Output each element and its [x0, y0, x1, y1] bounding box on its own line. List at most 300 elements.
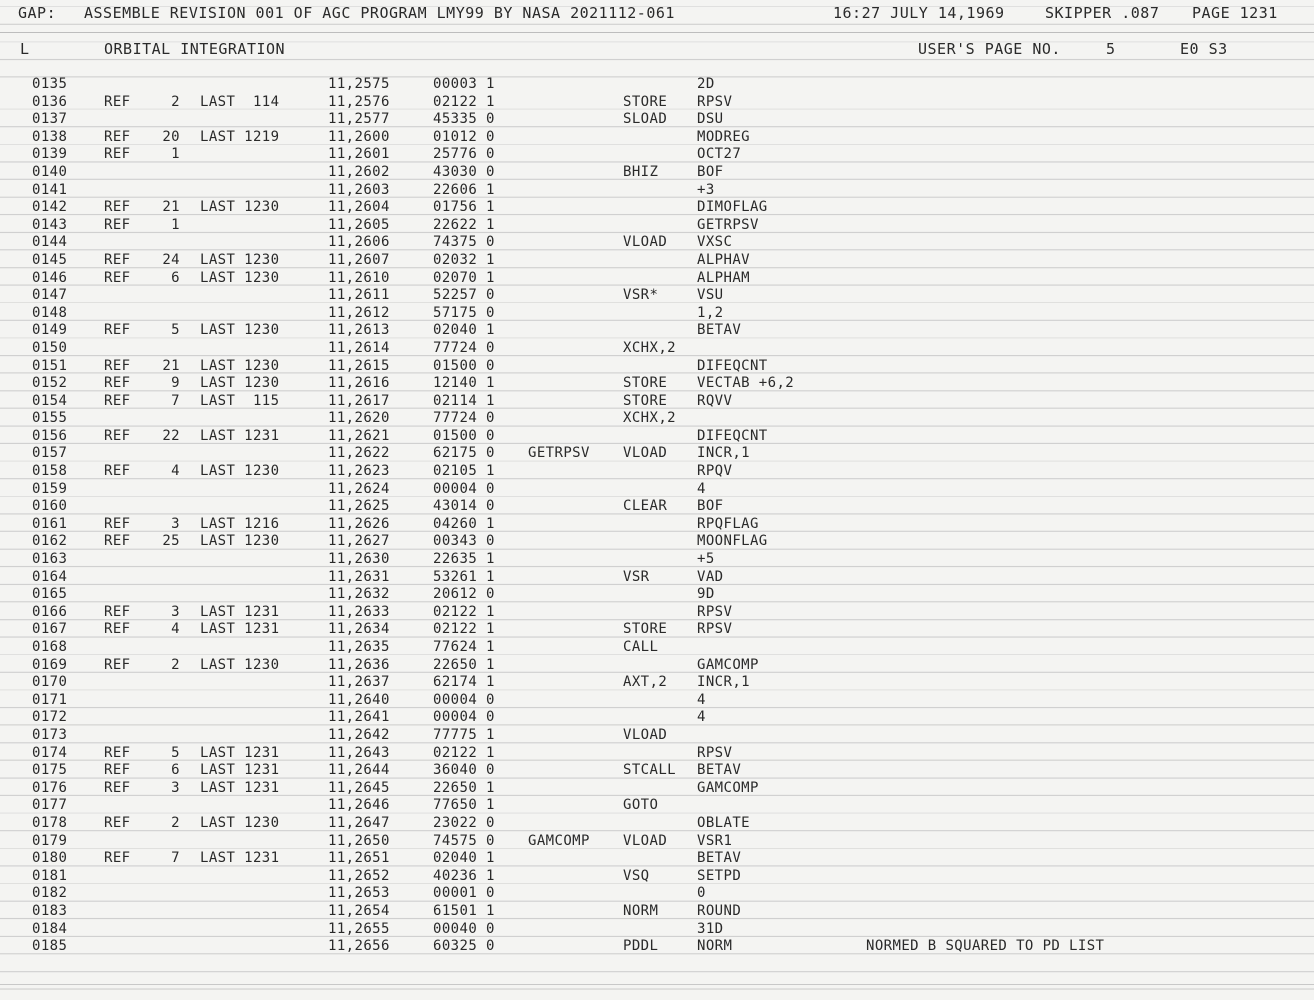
listing-row: [0, 76, 1314, 94]
address: 11,2636: [328, 656, 390, 673]
listing-row: [0, 692, 1314, 710]
address: 11,2646: [328, 797, 390, 814]
address: 11,2637: [328, 674, 390, 691]
line-number: 0163: [32, 551, 68, 568]
line-number: 0180: [32, 850, 68, 867]
opcode: STORE: [623, 375, 668, 392]
last-ref: LAST 1230: [200, 463, 280, 480]
last-ref: LAST 1219: [200, 128, 280, 145]
ref-count: 24: [162, 251, 180, 268]
line-number: 0137: [32, 111, 68, 128]
line-number: 0149: [32, 322, 68, 339]
octal-word: 22635 1: [433, 551, 495, 568]
operand: INCR,1: [697, 445, 750, 462]
ref-marker: REF: [104, 603, 131, 620]
address: 11,2631: [328, 568, 390, 585]
line-number: 0184: [32, 920, 68, 937]
operand: OBLATE: [697, 814, 750, 831]
listing-row: [0, 674, 1314, 692]
address: 11,2617: [328, 392, 390, 409]
opcode: STORE: [623, 93, 668, 110]
address: 11,2642: [328, 726, 390, 743]
listing-row: [0, 903, 1314, 921]
octal-word: 22650 1: [433, 779, 495, 796]
octal-word: 02105 1: [433, 463, 495, 480]
line-number: 0167: [32, 621, 68, 638]
listing-row: [0, 428, 1314, 446]
opcode: STORE: [623, 621, 668, 638]
opcode: VLOAD: [623, 832, 668, 849]
operand: RPSV: [697, 744, 733, 761]
ref-count: 4: [171, 463, 180, 480]
address: 11,2605: [328, 216, 390, 233]
operand: BETAV: [697, 762, 742, 779]
octal-word: 00004 0: [433, 691, 495, 708]
address: 11,2630: [328, 551, 390, 568]
listing-row: [0, 199, 1314, 217]
ref-marker: REF: [104, 375, 131, 392]
operand: +5: [697, 551, 715, 568]
octal-word: 02040 1: [433, 322, 495, 339]
ref-marker: REF: [104, 850, 131, 867]
octal-word: 02122 1: [433, 93, 495, 110]
last-ref: LAST 1231: [200, 762, 280, 779]
last-ref: LAST 1231: [200, 850, 280, 867]
line-number: 0135: [32, 76, 68, 92]
opcode: STORE: [623, 392, 668, 409]
operand: BETAV: [697, 850, 742, 867]
line-number: 0154: [32, 392, 68, 409]
listing-row: [0, 709, 1314, 727]
line-number: 0147: [32, 287, 68, 304]
ref-marker: REF: [104, 128, 131, 145]
opcode: CLEAR: [623, 498, 668, 515]
listing-row: [0, 234, 1314, 252]
operand: ALPHAV: [697, 251, 750, 268]
operand: RQVV: [697, 392, 733, 409]
octal-word: 02114 1: [433, 392, 495, 409]
listing-row: [0, 111, 1314, 129]
line-number: 0148: [32, 304, 68, 321]
operand: OCT27: [697, 146, 742, 163]
ref-count: 9: [171, 375, 180, 392]
octal-word: 20612 0: [433, 586, 495, 603]
page-header: [18, 4, 1294, 26]
listing-row: [0, 833, 1314, 851]
octal-word: 00004 0: [433, 709, 495, 726]
user-page-label: USER'S PAGE NO.: [918, 40, 1061, 58]
comment: NORMED B SQUARED TO PD LIST: [866, 938, 1105, 955]
ref-marker: REF: [104, 392, 131, 409]
address: 11,2650: [328, 832, 390, 849]
last-ref: LAST 1230: [200, 199, 280, 216]
line-number: 0174: [32, 744, 68, 761]
ref-count: 1: [171, 146, 180, 163]
label: GETRPSV: [528, 445, 590, 462]
last-ref: LAST 1230: [200, 251, 280, 268]
address: 11,2621: [328, 427, 390, 444]
octal-word: 01756 1: [433, 199, 495, 216]
ref-marker: REF: [104, 762, 131, 779]
octal-word: 12140 1: [433, 375, 495, 392]
octal-word: 01500 0: [433, 427, 495, 444]
operand: BOF: [697, 163, 724, 180]
line-number: 0143: [32, 216, 68, 233]
last-ref: LAST 115: [200, 392, 280, 409]
address: 11,2632: [328, 586, 390, 603]
ref-count: 20: [162, 128, 180, 145]
address: 11,2576: [328, 93, 390, 110]
line-number: 0136: [32, 93, 68, 110]
operand: GAMCOMP: [697, 779, 759, 796]
listing-row: [0, 340, 1314, 358]
listing-row: [0, 481, 1314, 499]
listing-row: [0, 657, 1314, 675]
listing-row: [0, 94, 1314, 112]
listing-row: [0, 745, 1314, 763]
line-number: 0162: [32, 533, 68, 550]
operand: RPQV: [697, 463, 733, 480]
ref-count: 21: [162, 357, 180, 374]
ref-count: 2: [171, 656, 180, 673]
last-ref: LAST 1231: [200, 427, 280, 444]
last-ref: LAST 1230: [200, 533, 280, 550]
line-number: 0178: [32, 814, 68, 831]
address: 11,2612: [328, 304, 390, 321]
octal-word: 02122 1: [433, 603, 495, 620]
ref-count: 6: [171, 269, 180, 286]
operand: VXSC: [697, 234, 733, 251]
ref-count: 6: [171, 762, 180, 779]
last-ref: LAST 1230: [200, 322, 280, 339]
address: 11,2602: [328, 163, 390, 180]
operand: DSU: [697, 111, 724, 128]
address: 11,2577: [328, 111, 390, 128]
line-number: 0157: [32, 445, 68, 462]
section-title: ORBITAL INTEGRATION: [104, 40, 286, 58]
line-number: 0176: [32, 779, 68, 796]
listing-row: [0, 270, 1314, 288]
ref-marker: REF: [104, 322, 131, 339]
line-number: 0139: [32, 146, 68, 163]
listing-row: [0, 375, 1314, 393]
address: 11,2643: [328, 744, 390, 761]
address: 11,2653: [328, 885, 390, 902]
last-ref: LAST 114: [200, 93, 280, 110]
line-number: 0138: [32, 128, 68, 145]
octal-word: 36040 0: [433, 762, 495, 779]
ref-count: 3: [171, 779, 180, 796]
operand: 4: [697, 480, 706, 497]
listing-row: [0, 498, 1314, 516]
octal-word: 77624 1: [433, 639, 495, 655]
octal-word: 57175 0: [433, 304, 495, 321]
listing-row: [0, 182, 1314, 200]
operand: SETPD: [697, 867, 742, 884]
ref-marker: REF: [104, 216, 131, 233]
ref-marker: REF: [104, 656, 131, 673]
operand: VAD: [697, 568, 724, 585]
operand: 9D: [697, 586, 715, 603]
line-number: 0165: [32, 586, 68, 603]
octal-word: 60325 0: [433, 938, 495, 955]
address: 11,2633: [328, 603, 390, 620]
section-header: [18, 40, 1294, 60]
octal-word: 02070 1: [433, 269, 495, 286]
address: 11,2601: [328, 146, 390, 163]
listing-row: [0, 780, 1314, 798]
operand: MODREG: [697, 128, 750, 145]
listing-row: [0, 639, 1314, 657]
ref-marker: REF: [104, 269, 131, 286]
opcode: PDDL: [623, 938, 659, 955]
ref-marker: REF: [104, 93, 131, 110]
last-ref: LAST 1230: [200, 269, 280, 286]
header-page: PAGE 1231: [1192, 4, 1278, 22]
operand: 1,2: [697, 304, 724, 321]
last-ref: LAST 1231: [200, 744, 280, 761]
octal-word: 22650 1: [433, 656, 495, 673]
listing-row: [0, 252, 1314, 270]
octal-word: 77650 1: [433, 797, 495, 814]
line-number: 0158: [32, 463, 68, 480]
last-ref: LAST 1230: [200, 656, 280, 673]
line-number: 0152: [32, 375, 68, 392]
ref-marker: REF: [104, 146, 131, 163]
octal-word: 74375 0: [433, 234, 495, 251]
operand: DIMOFLAG: [697, 199, 768, 216]
address: 11,2606: [328, 234, 390, 251]
ref-marker: REF: [104, 779, 131, 796]
opcode: BHIZ: [623, 163, 659, 180]
address: 11,2620: [328, 410, 390, 427]
line-number: 0173: [32, 726, 68, 743]
address: 11,2604: [328, 199, 390, 216]
line-number: 0166: [32, 603, 68, 620]
address: 11,2616: [328, 375, 390, 392]
ref-marker: REF: [104, 814, 131, 831]
listing-row: [0, 393, 1314, 411]
address: 11,2611: [328, 287, 390, 304]
address: 11,2635: [328, 639, 390, 655]
listing-row: [0, 586, 1314, 604]
line-number: 0177: [32, 797, 68, 814]
ref-marker: REF: [104, 463, 131, 480]
listing-row: [0, 885, 1314, 903]
listing-row: [0, 569, 1314, 587]
header-datetime: 16:27 JULY 14,1969: [833, 4, 1005, 22]
operand: NORM: [697, 938, 733, 955]
listing-row: [0, 217, 1314, 235]
ref-count: 21: [162, 199, 180, 216]
line-number: 0145: [32, 251, 68, 268]
listing-row: [0, 815, 1314, 833]
line-number: 0146: [32, 269, 68, 286]
opcode: VSQ: [623, 867, 650, 884]
octal-word: 45335 0: [433, 111, 495, 128]
address: 11,2607: [328, 251, 390, 268]
opcode: VLOAD: [623, 445, 668, 462]
listing-row: [0, 727, 1314, 745]
address: 11,2634: [328, 621, 390, 638]
octal-word: 00001 0: [433, 885, 495, 902]
octal-word: 00003 1: [433, 76, 495, 92]
octal-word: 53261 1: [433, 568, 495, 585]
octal-word: 77775 1: [433, 726, 495, 743]
octal-word: 62174 1: [433, 674, 495, 691]
octal-word: 23022 0: [433, 814, 495, 831]
octal-word: 52257 0: [433, 287, 495, 304]
line-number: 0164: [32, 568, 68, 585]
opcode: AXT,2: [623, 674, 668, 691]
opcode: GOTO: [623, 797, 659, 814]
operand: GETRPSV: [697, 216, 759, 233]
operand: ROUND: [697, 902, 742, 919]
ref-marker: REF: [104, 199, 131, 216]
address: 11,2626: [328, 515, 390, 532]
line-number: 0170: [32, 674, 68, 691]
octal-word: 22606 1: [433, 181, 495, 198]
octal-word: 61501 1: [433, 902, 495, 919]
ref-count: 7: [171, 392, 180, 409]
ref-marker: REF: [104, 515, 131, 532]
last-ref: LAST 1231: [200, 621, 280, 638]
opcode: XCHX,2: [623, 410, 676, 427]
address: 11,2654: [328, 902, 390, 919]
octal-word: 77724 0: [433, 410, 495, 427]
line-number: 0183: [32, 902, 68, 919]
address: 11,2655: [328, 920, 390, 937]
last-ref: LAST 1230: [200, 814, 280, 831]
listing-row: [0, 921, 1314, 939]
listing-row: [0, 762, 1314, 780]
operand: BETAV: [697, 322, 742, 339]
operand: DIFEQCNT: [697, 427, 768, 444]
listing-row: [0, 322, 1314, 340]
listing-row: [0, 868, 1314, 886]
header-skipper: SKIPPER .087: [1045, 4, 1160, 22]
ref-count: 5: [171, 322, 180, 339]
octal-word: 02040 1: [433, 850, 495, 867]
octal-word: 22622 1: [433, 216, 495, 233]
ref-count: 2: [171, 93, 180, 110]
opcode: VLOAD: [623, 234, 668, 251]
operand: VSU: [697, 287, 724, 304]
line-number: 0169: [32, 656, 68, 673]
octal-word: 74575 0: [433, 832, 495, 849]
opcode: CALL: [623, 639, 659, 655]
ref-marker: REF: [104, 621, 131, 638]
address: 11,2575: [328, 76, 390, 92]
last-ref: LAST 1231: [200, 779, 280, 796]
operand: VSR1: [697, 832, 733, 849]
line-number: 0175: [32, 762, 68, 779]
listing-row: [0, 287, 1314, 305]
listing-row: [0, 463, 1314, 481]
address: 11,2627: [328, 533, 390, 550]
listing-row: [0, 146, 1314, 164]
address: 11,2645: [328, 779, 390, 796]
address: 11,2641: [328, 709, 390, 726]
line-number: 0179: [32, 832, 68, 849]
octal-word: 40236 1: [433, 867, 495, 884]
line-number: 0156: [32, 427, 68, 444]
opcode: XCHX,2: [623, 339, 676, 356]
listing-row: [0, 445, 1314, 463]
header-gap: GAP:: [18, 4, 57, 22]
operand: MOONFLAG: [697, 533, 768, 550]
header-divider: [0, 32, 1314, 33]
address: 11,2651: [328, 850, 390, 867]
octal-word: 01500 0: [433, 357, 495, 374]
ref-count: 5: [171, 744, 180, 761]
octal-word: 00343 0: [433, 533, 495, 550]
line-number: 0140: [32, 163, 68, 180]
line-number: 0144: [32, 234, 68, 251]
ref-count: 22: [162, 427, 180, 444]
line-number: 0185: [32, 938, 68, 955]
label: GAMCOMP: [528, 832, 590, 849]
address: 11,2625: [328, 498, 390, 515]
address: 11,2640: [328, 691, 390, 708]
operand: 4: [697, 691, 706, 708]
line-number: 0159: [32, 480, 68, 497]
address: 11,2600: [328, 128, 390, 145]
section-flag: L: [20, 40, 30, 58]
operand: VECTAB +6,2: [697, 375, 795, 392]
user-page-number: 5: [1106, 40, 1116, 58]
operand: 0: [697, 885, 706, 902]
opcode: VSR*: [623, 287, 659, 304]
operand: RPQFLAG: [697, 515, 759, 532]
listing-row: [0, 551, 1314, 569]
operand: 31D: [697, 920, 724, 937]
listing-row: [0, 604, 1314, 622]
octal-word: 43030 0: [433, 163, 495, 180]
address: 11,2644: [328, 762, 390, 779]
operand: GAMCOMP: [697, 656, 759, 673]
line-number: 0150: [32, 339, 68, 356]
line-number: 0160: [32, 498, 68, 515]
address: 11,2647: [328, 814, 390, 831]
address: 11,2622: [328, 445, 390, 462]
line-number: 0172: [32, 709, 68, 726]
address: 11,2615: [328, 357, 390, 374]
listing-row: [0, 938, 1314, 956]
ref-count: 3: [171, 515, 180, 532]
ref-count: 3: [171, 603, 180, 620]
listing-row: [0, 621, 1314, 639]
ref-marker: REF: [104, 427, 131, 444]
octal-word: 77724 0: [433, 339, 495, 356]
operand: +3: [697, 181, 715, 198]
octal-word: 02122 1: [433, 621, 495, 638]
last-ref: LAST 1230: [200, 375, 280, 392]
listing-row: [0, 129, 1314, 147]
listing-row: [0, 797, 1314, 815]
octal-word: 00040 0: [433, 920, 495, 937]
ref-count: 7: [171, 850, 180, 867]
address: 11,2656: [328, 938, 390, 955]
line-number: 0168: [32, 639, 68, 655]
ref-count: 1: [171, 216, 180, 233]
bottom-divider: [0, 984, 1314, 985]
line-number: 0181: [32, 867, 68, 884]
octal-word: 43014 0: [433, 498, 495, 515]
last-ref: LAST 1231: [200, 603, 280, 620]
line-number: 0155: [32, 410, 68, 427]
line-number: 0151: [32, 357, 68, 374]
